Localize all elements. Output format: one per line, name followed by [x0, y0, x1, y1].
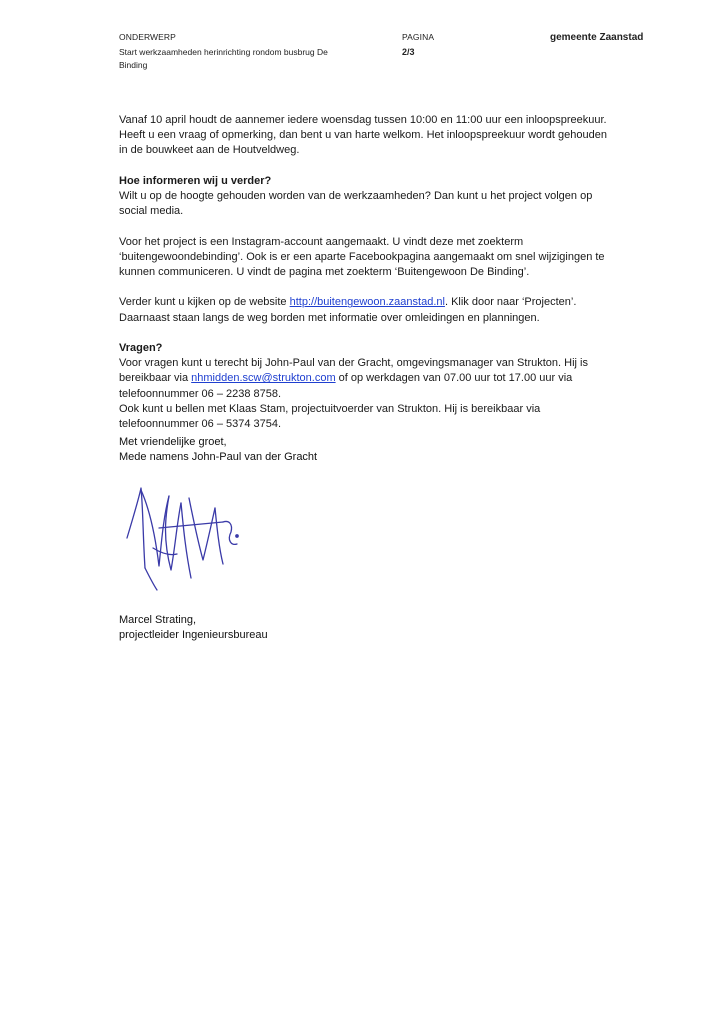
paragraph-contact — [119, 356, 639, 432]
signer-name: Marcel Strating, — [119, 614, 197, 626]
page-number: 2/3 — [402, 47, 415, 57]
text-line: Voor het project is een Instagram-account aangemaakt. U vindt deze met zoekterm — [119, 235, 524, 248]
text-line: of op werkdagen van 07.00 uur tot 17.00 uur via — [335, 372, 573, 385]
paragraph-inloopspreekuur — [119, 113, 639, 159]
text-line: telefoonnummer 06 – 2238 8758. — [119, 387, 282, 400]
signer-block — [119, 613, 268, 643]
text-line: Heeft u een vraag of opmerking, dan bent u van harte welkom. Het inloopspreekuur wordt gehouden — [119, 129, 607, 142]
closing-block — [119, 435, 317, 465]
signer-title: projectleider Ingenieursbureau — [119, 629, 268, 642]
text-line: in de bouwkeet aan de Houtveldweg. — [119, 144, 300, 157]
subject-text — [119, 46, 379, 71]
text-line: social media. — [119, 205, 184, 218]
paragraph-website — [119, 295, 639, 325]
page-label: PAGINA — [402, 32, 435, 42]
letter-body — [119, 113, 639, 447]
text-line: Vanaf 10 april houdt de aannemer iedere woensdag tussen 10:00 en 11:00 uur een inloopspreekuur. — [119, 114, 607, 126]
text-line: kunnen communiceren. U vindt de pagina met zoekterm ‘Buitengewoon De Binding’. — [119, 266, 530, 278]
handwritten-signature — [119, 478, 259, 596]
text-line: Ook kunt u bellen met Klaas Stam, projectuitvoerder van Strukton. Hij is bereikbaar via — [119, 402, 541, 415]
text-line: ‘buitengewoondebinding’. Ook is er een aparte Facebookpagina aangemaakt om snel wijzigingen te — [119, 250, 605, 263]
text-line: Verder kunt u kijken op de website — [119, 296, 290, 309]
text-line: Daarnaast staan langs de weg borden met informatie over omleidingen en planningen. — [119, 311, 540, 324]
subject-line: Start werkzaamheden herinrichting rondom busbrug De — [119, 47, 328, 57]
email-link[interactable]: nhmidden.scw@strukton.com — [191, 372, 336, 385]
subject-line: Binding — [119, 59, 148, 70]
text-line: . Klik door naar ‘Projecten’. — [444, 296, 577, 309]
text-line: Voor vragen kunt u terecht bij John-Paul van der Gracht, omgevingsmanager van Strukton. Hij is — [119, 357, 588, 370]
on-behalf-line: Mede namens John-Paul van der Gracht — [119, 451, 318, 464]
text-line: Wilt u op de hoogte gehouden worden van de werkzaamheden? Dan kunt u het project volgen op — [119, 190, 593, 202]
website-link[interactable]: http://buitengewoon.zaanstad.nl — [289, 296, 445, 309]
organization-name: gemeente Zaanstad — [550, 32, 644, 43]
text-line: bereikbaar via — [119, 372, 192, 385]
subject-label: ONDERWERP — [119, 32, 176, 42]
paragraph-instagram-facebook — [119, 235, 639, 281]
greeting: Met vriendelijke groet, — [119, 436, 227, 448]
section-heading-informeren: Hoe informeren wij u verder? — [119, 174, 272, 187]
paragraph-social-media — [119, 189, 639, 219]
section-heading-vragen: Vragen? — [119, 341, 163, 354]
text-line: telefoonnummer 06 – 5374 3754. — [119, 418, 282, 430]
